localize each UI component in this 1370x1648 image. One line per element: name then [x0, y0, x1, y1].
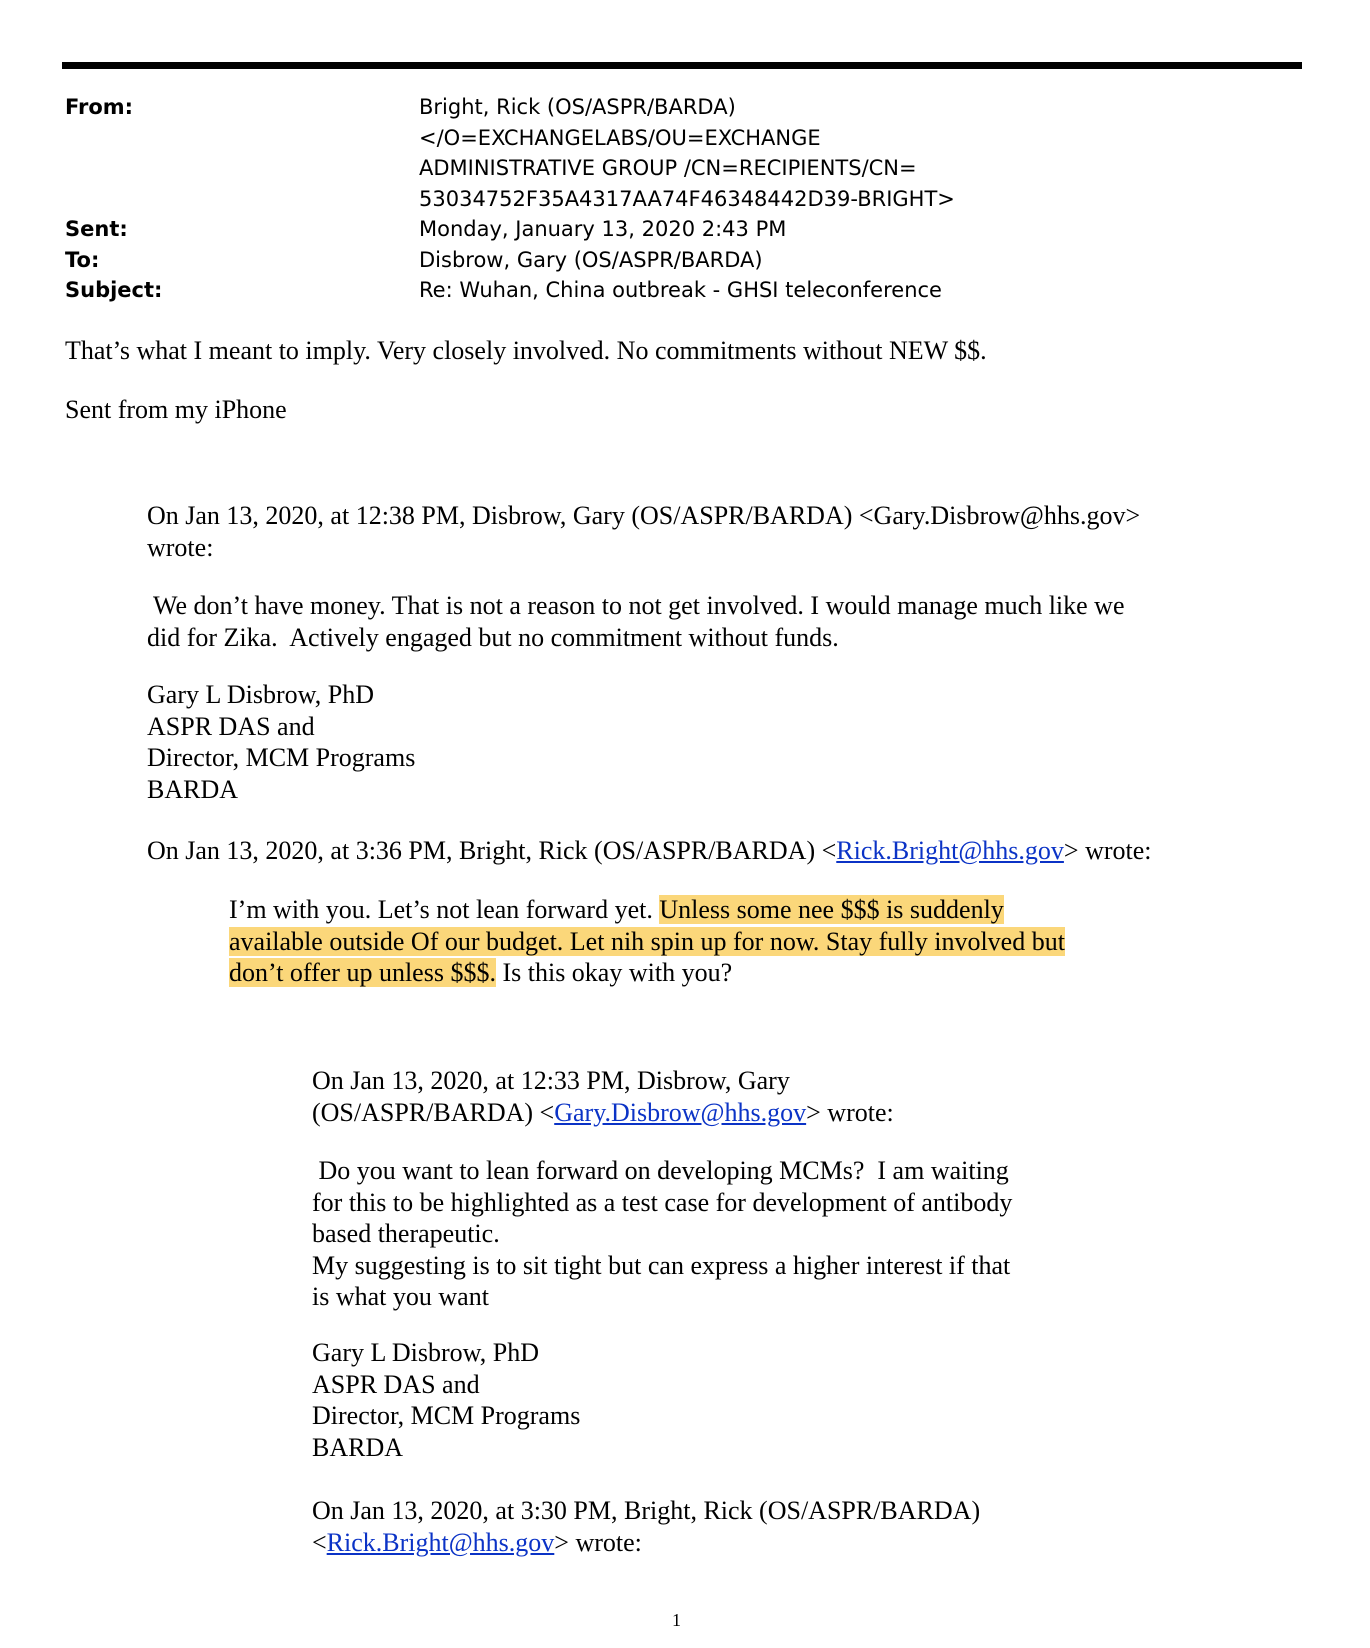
- signature-line: Gary L Disbrow, PhD: [147, 680, 374, 709]
- sent-row: [65, 214, 1139, 245]
- quote3-intro-line: On Jan 13, 2020, at 12:33 PM, Disbrow, Gary: [312, 1066, 790, 1095]
- from-line: 53034752F35A4317AA74F46348442D39-BRIGHT>: [419, 186, 955, 211]
- message-signature: [65, 394, 287, 426]
- signature-line: Director, MCM Programs: [312, 1401, 581, 1430]
- quote2-intro-suffix: > wrote:: [1063, 836, 1152, 865]
- quote1-text-line: We don’t have money. That is not a reason to not get involved. I would manage much like we: [147, 591, 1125, 620]
- quote1-text-line: did for Zika. Actively engaged but no commitment without funds.: [147, 622, 839, 652]
- quote4-intro-prefix: <: [312, 1527, 327, 1557]
- message-text: That’s what I meant to imply. Very closely involved. No commitments without NEW $$.: [65, 336, 987, 365]
- subject-value: Re: Wuhan, China outbreak - GHSI teleconference: [419, 278, 942, 302]
- highlighted-text: available outside Of our budget. Let nih spin up for now. Stay fully involved but: [229, 926, 1065, 956]
- quote4-intro-line: On Jan 13, 2020, at 3:30 PM, Bright, Rick (OS/ASPR/BARDA): [312, 1496, 981, 1525]
- to-label: To:: [65, 247, 100, 272]
- quote3-intro-suffix: > wrote:: [806, 1097, 894, 1127]
- quote4-intro-suffix: > wrote:: [554, 1527, 642, 1557]
- from-value: [419, 92, 1139, 214]
- from-label: From:: [65, 95, 134, 119]
- quote1-signature: [147, 679, 415, 805]
- quote2-text: [229, 894, 1169, 989]
- subject-row: [65, 275, 1139, 306]
- highlighted-text: don’t offer up unless $$$.: [229, 958, 496, 987]
- quote1-text: [147, 590, 1125, 653]
- quote3-intro-prefix: (OS/ASPR/BARDA) <: [312, 1097, 555, 1127]
- quote2-plain: Is this okay with you?: [495, 958, 733, 987]
- signature-line: BARDA: [147, 774, 239, 804]
- quote3-text-line: My suggesting is to sit tight but can express a higher interest if that: [312, 1250, 1011, 1280]
- to-row: [65, 245, 1139, 276]
- quote3-text-line: for this to be highlighted as a test case for development of antibody: [312, 1187, 1013, 1217]
- page-number: 1: [672, 1610, 681, 1630]
- rick-bright-email-link[interactable]: Rick.Bright@hhs.gov: [326, 1527, 555, 1557]
- header-rule: [62, 62, 1302, 69]
- quote3-signature: [312, 1337, 580, 1463]
- sent-label: Sent:: [65, 217, 128, 241]
- from-row: [65, 92, 1139, 214]
- signature-line: Director, MCM Programs: [147, 743, 416, 772]
- signature-line: BARDA: [312, 1432, 404, 1462]
- quote2-intro-prefix: On Jan 13, 2020, at 3:36 PM, Bright, Rick (OS/ASPR/BARDA) <: [147, 836, 837, 865]
- email-header: [65, 92, 1139, 306]
- quote2-plain: I’m with you. Let’s not lean forward yet.: [229, 895, 660, 924]
- quote4-intro: [312, 1495, 980, 1558]
- rick-bright-email-link[interactable]: Rick.Bright@hhs.gov: [836, 836, 1064, 865]
- quote3-text-line: Do you want to lean forward on developing MCMs? I am waiting: [312, 1156, 1009, 1185]
- to-value: Disbrow, Gary (OS/ASPR/BARDA): [419, 247, 763, 272]
- quote3-text-line: is what you want: [312, 1282, 489, 1311]
- signature-line: ASPR DAS and: [147, 711, 315, 741]
- gary-disbrow-email-link[interactable]: Gary.Disbrow@hhs.gov: [554, 1097, 807, 1127]
- quote1-intro: [147, 500, 1140, 563]
- quote3-text: [312, 1155, 1012, 1313]
- quote2-intro: [147, 835, 1152, 867]
- quote3-text-line: based therapeutic.: [312, 1219, 500, 1248]
- quote1-intro-line: On Jan 13, 2020, at 12:38 PM, Disbrow, Gary (OS/ASPR/BARDA) <Gary.Disbrow@hhs.gov>: [147, 501, 1141, 530]
- sent-value: Monday, January 13, 2020 2:43 PM: [419, 217, 787, 241]
- message-body: [65, 335, 987, 367]
- highlighted-text: Unless some nee $$$ is suddenly: [659, 895, 1004, 924]
- signature-line: Gary L Disbrow, PhD: [312, 1338, 539, 1367]
- subject-label: Subject:: [65, 278, 163, 302]
- quote3-intro: [312, 1065, 894, 1128]
- signature-line: ASPR DAS and: [312, 1369, 480, 1399]
- from-line: Bright, Rick (OS/ASPR/BARDA) </O=EXCHANGELABS/OU=EXCHANGE: [419, 95, 821, 150]
- signature-text: Sent from my iPhone: [65, 395, 287, 424]
- quote1-intro-line: wrote:: [147, 532, 214, 562]
- from-line: ADMINISTRATIVE GROUP /CN=RECIPIENTS/CN=: [419, 156, 917, 180]
